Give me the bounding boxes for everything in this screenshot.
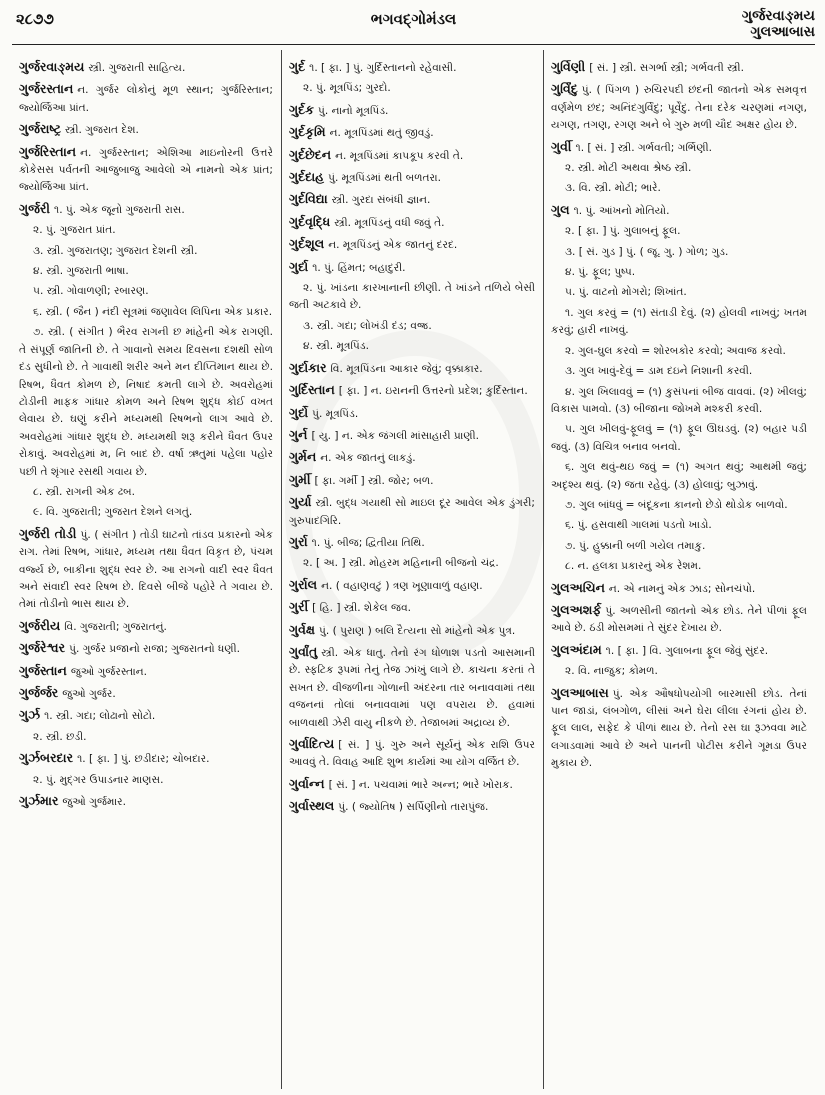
dictionary-entry bbox=[551, 363, 807, 380]
entry-definition: ૫. સ્ત્રી. ગોવાળણી; રબારણ. bbox=[33, 285, 149, 298]
page-header bbox=[12, 4, 815, 42]
dictionary-entry bbox=[551, 80, 807, 134]
entry-headword: ગુર્મન bbox=[289, 449, 317, 465]
guide-word-first: ગુર્જરવાઙ્મય bbox=[741, 8, 815, 24]
entry-headword: ગુલઅચિન bbox=[551, 579, 605, 595]
entry-headword: ગુર્વાદિત્ય bbox=[289, 736, 335, 751]
entry-headword: ગુર્વક્ષ bbox=[289, 621, 315, 637]
dictionary-entry bbox=[551, 264, 807, 281]
dictionary-entry bbox=[289, 576, 535, 595]
entry-headword: ગુર્ન bbox=[289, 426, 308, 442]
entry-headword: ગુર્ઝમાર bbox=[19, 793, 59, 809]
entry-definition: ૨. સ્ત્રી. મોટી અથવા શ્રેષ્ઠ સ્ત્રી. bbox=[565, 162, 692, 175]
dictionary-entry bbox=[551, 201, 807, 220]
entry-definition: ન. મૂત્રપિંડનું એક જાતનું દરદ. bbox=[328, 239, 458, 252]
dictionary-entry bbox=[19, 525, 273, 614]
entry-headword: ગુર્વાંતુ bbox=[289, 643, 318, 659]
entry-definition: ૧. પું. બીજ; દ્વિતીયા તિથિ. bbox=[311, 536, 425, 549]
entry-headword: ગુર્રા bbox=[289, 533, 308, 549]
entry-definition: ૧. [ ફા. ] વિ. ગુલાબના ફૂલ જેવું સુંદર. bbox=[605, 644, 769, 657]
entry-definition: ૯. વિ. ગુજરાતી; ગુજરાત દેશને લગતું. bbox=[33, 506, 193, 519]
entry-headword: ગુર્જર્જર bbox=[19, 685, 59, 700]
dictionary-entry bbox=[551, 244, 807, 261]
entry-definition: ૨. સ્ત્રી. છડી. bbox=[33, 730, 87, 743]
entry-definition: ૭. પું. હુક્કાની બળી ગયેલ તમાકુ. bbox=[565, 539, 706, 552]
entry-headword: ગુર્દા bbox=[289, 258, 309, 274]
entry-definition: [ ફા. ગર્મી ] સ્ત્રી. જોર; બળ. bbox=[314, 474, 434, 487]
dictionary-entry bbox=[289, 471, 535, 490]
entry-headword: ગુર્જરી bbox=[19, 200, 50, 216]
dictionary-entry bbox=[19, 324, 273, 481]
dictionary-entry bbox=[19, 684, 273, 703]
entry-headword: ગુર્વી bbox=[551, 138, 572, 154]
entry-definition: પું. ( જ્યોતિષ ) સર્પિણીનો તારાપુંજ. bbox=[338, 801, 489, 814]
entry-definition: સ્ત્રી. ગુરદા સંબંધી જ્ઞાન. bbox=[331, 194, 431, 207]
entry-definition: સ્ત્રી. એક ધાતુ. તેનો રંગ ધોળાશ પડતો આસમાની છે. સ્ફટિક રૂપમાં તેનું તેજ ઝાંખું લાગે છે. કાચના કરતાં તે સખત છે. વીજળીના ગોળાની અંદરના તાર બનાવવામાં તથા વજનનાં તોલાં બનાવવામાં પણ વપરાય છે. હવામાં બાળવાથી ઝેરી વાયુ નીકળે છે. તેજાબમાં અદ્રાવ્ય છે. bbox=[289, 646, 535, 729]
dictionary-entry bbox=[19, 749, 273, 768]
dictionary-entry bbox=[19, 143, 273, 197]
dictionary-entry bbox=[289, 258, 535, 277]
entry-definition: પું. નાનો મૂત્રપિંડ. bbox=[317, 104, 389, 117]
entry-headword: ગુર્દછેદન bbox=[289, 146, 332, 162]
dictionary-entry bbox=[19, 58, 273, 77]
entry-definition: ૬. પું. હસવાથી ગાલમાં પડતો ખાડો. bbox=[565, 519, 712, 532]
entry-headword: ગુર્ઝબરદાર bbox=[19, 750, 74, 766]
dictionary-entry bbox=[551, 343, 807, 360]
dictionary-entry bbox=[19, 304, 273, 321]
dictionary-entry bbox=[289, 58, 535, 77]
dictionary-entry bbox=[289, 80, 535, 97]
page-number: ૨૮૭૭ bbox=[16, 10, 54, 28]
dictionary-entry bbox=[19, 706, 273, 725]
entry-definition: પું. ( પુરાણ ) બલિ દૈત્યના સો માંહેનો એક પુત્ર. bbox=[319, 624, 516, 637]
dictionary-entry bbox=[289, 123, 535, 142]
entry-headword: ગુર્દાકાર bbox=[289, 359, 327, 375]
dictionary-entry bbox=[289, 533, 535, 552]
entry-headword: ગુર્જસ્તાન bbox=[19, 662, 67, 678]
entry-definition: ૬. ગુલ થવું-થઇ જવું = (૧) અગત થવું; આથમી જવું; અદૃશ્ય થવું. (૨) જતા રહેવું. (૩) હોલાવું; બુઝાવું. bbox=[551, 461, 807, 491]
dictionary-entry bbox=[19, 222, 273, 239]
dictionary-entry bbox=[551, 558, 807, 575]
entry-headword: ગુર્દકૃમિ bbox=[289, 124, 326, 140]
entry-headword: ગુર્દો bbox=[289, 404, 309, 420]
entry-headword: ગુર્જરસ્તાન bbox=[19, 81, 74, 97]
dictionary-entry bbox=[19, 729, 273, 746]
entry-definition: ૪. સ્ત્રી. ગુજરાતી ભાષા. bbox=[33, 265, 129, 278]
entry-definition: ૧. ગુલ કરવું = (૧) સંતાડી દેવું. (૨) હોલવી નાખવું; ખતમ કરવું; હારી નાખવું. bbox=[551, 306, 807, 337]
entry-definition: જુઓ ગુર્જરસ્તાન. bbox=[70, 665, 148, 678]
header-rule bbox=[12, 44, 815, 45]
entry-definition: ૩. સ્ત્રી. ગદા; લોખંડી દંડ; વજ્ર. bbox=[303, 319, 432, 332]
dictionary-entry bbox=[19, 200, 273, 219]
entry-definition: [ ફા. ] ન. ઇરાનની ઉત્તરનો પ્રદેશ; કુર્દિસ્તાન. bbox=[338, 385, 528, 398]
entry-headword: ગુર્દવિદ્યા bbox=[289, 191, 328, 207]
dictionary-entry bbox=[19, 772, 273, 789]
entry-definition: ૧. પું. એક જૂનો ગુજરાતી રાસ. bbox=[54, 203, 185, 216]
entry-definition: જુઓ ગુર્જમાર. bbox=[62, 796, 126, 809]
entry-headword: ગુર્જરેશ્વર bbox=[19, 640, 66, 656]
entry-headword: ગુર્રી bbox=[289, 599, 309, 615]
entry-definition: [ સં. ] પું. ગુરુ અને સૂર્યનું એક રાશિ ઉપર આવવું તે. વિવાહ આદિ શુભ કાર્યમાં આ યોગ વર્જિત છે. bbox=[289, 739, 535, 769]
entry-definition: વિ. મૂત્રપિંડના આકાર જેવું; વૃક્કાકાર. bbox=[330, 362, 483, 375]
dictionary-entry bbox=[289, 493, 535, 530]
entry-headword: ગુલઅંદામ bbox=[551, 641, 602, 657]
dictionary-entry bbox=[19, 639, 273, 658]
entry-definition: પું. એક ઔષધોપયોગી બારમાસી છોડ. તેનાં પાન જાડાં, લંબગોળ, લીસાં અને ઘેરા લીલા રંગનાં હોય છે. ફૂલ લાલ, સફેદ કે પીળાં થાય છે. તેનો રસ ઘા રૂઝવવા માટે લગાડવામાં આવે છે અને પાનની પોટીસ કરીને ગૂમડા ઉપર મુકાય છે. bbox=[551, 687, 807, 770]
dictionary-columns bbox=[12, 50, 815, 1089]
dictionary-entry bbox=[289, 280, 535, 315]
dictionary-entry bbox=[19, 617, 273, 636]
entry-headword: ગુલ bbox=[551, 201, 570, 217]
entry-headword: ગુર્દક bbox=[289, 101, 314, 117]
entry-definition: ૧. [ ફા. ] પું. છડીદાર; ચોબદાર. bbox=[77, 753, 210, 766]
dictionary-entry bbox=[19, 484, 273, 501]
entry-headword: ગુર્વાસ્થલ bbox=[289, 798, 335, 814]
column-1 bbox=[12, 50, 282, 1089]
dictionary-entry bbox=[289, 448, 535, 467]
dictionary-entry bbox=[19, 120, 273, 139]
dictionary-entry bbox=[551, 497, 807, 514]
entry-definition: ૨. ગુલ-ઘુલ કરવો = શોરબકોર કરવો; અવાજ કરવો. bbox=[565, 344, 786, 357]
entry-definition: પું. અળસીની જાતનો એક છોડ. તેને પીળાં ફૂલ આવે છે. ઠંડી મોસમમાં તે સુંદર દેખાય છે. bbox=[551, 604, 807, 635]
dictionary-entry bbox=[551, 58, 807, 77]
entry-definition: [ યુ. ] ન. એક જંગલી માંસાહારી પ્રાણી. bbox=[311, 429, 480, 442]
dictionary-entry bbox=[551, 138, 807, 157]
dictionary-entry bbox=[19, 243, 273, 260]
dictionary-entry bbox=[551, 684, 807, 773]
entry-definition: ૧. સ્ત્રી. ગદા; લોઢાનો સોટો. bbox=[44, 710, 156, 723]
entry-definition: ન. એ નામનું એક ઝાડ; સોનચંપો. bbox=[608, 582, 756, 595]
dictionary-entry bbox=[289, 190, 535, 209]
dictionary-entry bbox=[19, 662, 273, 681]
dictionary-entry bbox=[289, 404, 535, 423]
dictionary-entry bbox=[289, 235, 535, 254]
entry-definition: ૩. વિ. સ્ત્રી. મોટી; ભારે. bbox=[565, 182, 661, 195]
dictionary-entry bbox=[551, 305, 807, 340]
entry-headword: ગુર્દવૃદ્ધિ bbox=[289, 213, 331, 229]
entry-headword: ગુર્ઝ bbox=[19, 707, 41, 723]
dictionary-entry bbox=[289, 621, 535, 640]
entry-definition: ૬. સ્ત્રી. ( જૈન ) નંદી સૂત્રમાં જણાવેલ લિપિના એક પ્રકાર. bbox=[33, 305, 273, 318]
entry-definition: ૪. સ્ત્રી. મૂત્રપિંડ. bbox=[303, 340, 369, 353]
entry-definition: ૩. ગુલ ખાવું-દેવું = ડામ દઇને નિશાની કરવી. bbox=[565, 365, 753, 378]
entry-definition: [ સં. ] સ્ત્રી. સગર્ભા સ્ત્રી; ગર્ભવતી સ્ત્રી. bbox=[589, 62, 744, 74]
entry-definition: પું. ( સંગીત ) તોડી ઘાટનો તાંડવ પ્રકારનો એક રાગ. તેમાં રિષભ, ગાંધાર, મધ્યમ તથા ધૈવત વિકૃત છે, પંચમ વર્જ્ય છે, બાકીના શુદ્ધ સ્વર છે. આ રાગનો વાદી સ્વર ધૈવત અને સંવાદી સ્વર રિષભ છે. દિવસે બીજે પહોરે તે ગવાય છે. તેમાં તોડીનો ભાસ થાય છે. bbox=[19, 528, 273, 611]
dictionary-entry bbox=[289, 101, 535, 120]
entry-definition: ૩. [ સં. ગુડ ] પું. ( જૂ. ગુ. ) ગોળ; ગુડ. bbox=[565, 245, 729, 258]
dictionary-entry bbox=[551, 459, 807, 494]
dictionary-entry bbox=[289, 381, 535, 400]
dictionary-entry bbox=[289, 555, 535, 572]
entry-definition: પું. મૂત્રપિંડમાં થતી બળતરા. bbox=[328, 172, 441, 185]
dictionary-entry bbox=[289, 168, 535, 187]
dictionary-entry bbox=[551, 180, 807, 197]
entry-definition: ૨. વિ. નાજુક; કોમળ. bbox=[565, 665, 658, 678]
entry-headword: ગુર્વિંદુ bbox=[551, 81, 578, 97]
entry-definition: વિ. ગુજરાતી; ગુજરાતનું. bbox=[64, 620, 167, 633]
dictionary-entry bbox=[289, 318, 535, 335]
entry-headword: ગુર્જરી તોડી bbox=[19, 525, 77, 541]
entry-definition: ૭. સ્ત્રી. ( સંગીત ) ભૈરવ રાગની છ માંહેની એક રાગણી. તે સંપૂર્ણ જાતિની છે. તે ગાવાનો સમય દિવસના દશથી સોળ દંડ સુધીનો છે. તે ગાવાથી શરીર અને મન દીપ્તિમાન થાય છે. રિષભ, ધૈવત કોમળ છે, નિષાદ કમતી લાગે છે. અવરોહમાં ટોડીની માફક ગાંધાર કોમળ અને રિષભ શુદ્ધ કોઈ વખત લેવાય છે. ઘણું કરીને મધ્યમથી રિષભનો લાગ આવે છે. અવરોહમાં ગાંધાર શુદ્ધ છે. મધ્યમથી શરૂ કરીને ધૈવત ઉપર રોકાવું. અવરોહમાં મ, નિ બાદ છે. વર્ષા ઋતુમાં પહેલા પહોર પછી તે શૃંગાર રસથી ગવાય છે. bbox=[19, 326, 273, 478]
dictionary-entry bbox=[19, 263, 273, 280]
dictionary-entry bbox=[551, 579, 807, 598]
dictionary-entry bbox=[551, 284, 807, 301]
dictionary-entry bbox=[551, 663, 807, 680]
entry-definition: ૨. પું. ખાંડના કારખાનાની છીણી. તે ખાંડને તળિયે બેસી જતી અટકાવે છે. bbox=[289, 282, 535, 312]
entry-headword: ગુર્દદાહ bbox=[289, 169, 325, 185]
entry-definition: ન. ગુર્જરસ્તાન; એશિઆ માઇનોરની ઉત્તરે કોકેસસ પર્વતની આજુબાજુ આવેલો એ નામનો એક પ્રાંત; જ્યોર્જિઆ પ્રાંત. bbox=[19, 146, 273, 194]
dictionary-entry bbox=[19, 283, 273, 300]
entry-definition: પું. મૂત્રપિંડ. bbox=[312, 407, 359, 420]
entry-definition: પું. ( પિંગળ ) રુચિરપદી છંદની જાતનો એક સમવૃત્ત વર્ણમેળ છંદ; અનિંદગુર્વિંદુ; પૂર્વેંદુ. તેના દરેક ચરણમાં નગણ, યગણ, તગણ, રગણ અને બે ગુરુ મળી ચૌદ અક્ષર હોય છે. bbox=[551, 84, 807, 132]
dictionary-entry bbox=[289, 598, 535, 617]
dictionary-entry bbox=[551, 517, 807, 534]
dictionary-entry bbox=[551, 641, 807, 660]
entry-headword: ગુર્જરીય bbox=[19, 617, 61, 633]
dictionary-entry bbox=[289, 775, 535, 794]
entry-definition: [ હિ. ] સ્ત્રી. શેકેલ જવ. bbox=[312, 602, 412, 615]
entry-definition: ન. ( વહાણવટું ) ત્રણ ખૂણાવાળું વહાણ. bbox=[321, 579, 483, 592]
dictionary-entry bbox=[289, 213, 535, 232]
guide-word-last: ગુલઆબાસ bbox=[750, 24, 815, 40]
dictionary-entry bbox=[289, 146, 535, 165]
entry-headword: ગુર્મી bbox=[289, 471, 311, 487]
dictionary-entry bbox=[551, 384, 807, 419]
entry-definition: ૩. સ્ત્રી. ગુજરાતણ; ગુજરાત દેશની સ્ત્રી. bbox=[33, 244, 198, 257]
entry-definition: ન. મૂત્રપિંડમાં કાપકૂપ કરવી તે. bbox=[335, 149, 464, 162]
entry-definition: ૪. પું. ફૂલ; પુષ્પ. bbox=[565, 266, 636, 279]
entry-definition: ૮. સ્ત્રી. રાગની એક ઢબ. bbox=[33, 485, 136, 498]
entry-headword: ગુલઆબાસ bbox=[551, 684, 609, 700]
dictionary-entry bbox=[289, 359, 535, 378]
entry-headword: ગુર્રાલ bbox=[289, 576, 318, 592]
entry-definition: ૧. પું. આંખનો મોતિયો. bbox=[573, 204, 670, 217]
entry-definition: ૫. ગુલ ખીલવું-ફૂલવું = (૧) ફૂલ ઊઘડવું. (૨) બહાર પડી જવું. (૩) વિચિત્ર બનાવ બનવો. bbox=[551, 423, 807, 453]
dictionary-entry bbox=[551, 421, 807, 456]
entry-headword: ગુર્દ bbox=[289, 59, 306, 74]
dictionary-entry bbox=[19, 504, 273, 521]
entry-headword: ગુર્જરિસ્તાન bbox=[19, 143, 77, 159]
entry-definition: ૫. પું. વાટનો મોગરો; શિખાંત. bbox=[565, 286, 687, 299]
entry-headword: ગુલઅશર્ફ bbox=[551, 601, 602, 617]
entry-definition: ૭. ગુલ બાંધવું = બંદૂકના કાનનો છેડો થોડોક બાળવો. bbox=[565, 498, 788, 511]
dictionary-entry bbox=[289, 338, 535, 355]
entry-headword: ગુર્જરાષ્ટ્ર bbox=[19, 121, 62, 137]
dictionary-entry bbox=[551, 538, 807, 555]
entry-definition: સ્ત્રી. ગુજરાતી સાહિત્ય. bbox=[88, 62, 186, 74]
entry-definition: ન. ગુર્જર લોકોનું મૂળ સ્થાન; ગુર્જરિસ્તાન; જ્યોર્જિઆ પ્રાંત. bbox=[19, 84, 273, 114]
entry-definition: ૨. પું. મૂત્રપિંડ; ગુરદો. bbox=[303, 82, 391, 95]
column-2 bbox=[282, 50, 544, 1089]
dictionary-entry bbox=[551, 160, 807, 177]
entry-definition: સ્ત્રી. ગુજરાત દેશ. bbox=[65, 124, 139, 137]
dictionary-entry bbox=[551, 223, 807, 240]
entry-definition: ૨. પું. ગુજરાત પ્રાંત. bbox=[33, 224, 116, 237]
dictionary-entry bbox=[551, 601, 807, 638]
entry-definition: ૨. [ ફા. ] પું. ગુલાબનું ફૂલ. bbox=[565, 225, 681, 238]
entry-definition: જુઓ ગુર્જર. bbox=[62, 688, 116, 700]
dictionary-entry bbox=[289, 426, 535, 445]
entry-definition: ૨. પું. મુદ્ગર ઉપાડનાર માણસ. bbox=[33, 773, 164, 786]
dictionary-entry bbox=[289, 643, 535, 732]
entry-definition: પું. ગુર્જર પ્રજાનો રાજા; ગુજરાતનો ધણી. bbox=[69, 643, 241, 656]
entry-definition: ૧. [ સં. ] સ્ત્રી. ગર્ભવતી; ગર્ભિણી. bbox=[575, 141, 712, 154]
entry-definition: ૧. [ ફા. ] પું. ગુર્દિસ્તાનનો રહેવાસી. bbox=[309, 62, 457, 74]
dictionary-entry bbox=[289, 797, 535, 816]
entry-definition: ૪. ગુલ ખિલાવવું = (૧) કુસંપનાં બીજ વાવવાં. (૨) ખીલવું; વિકાસ પામવો. (૩) બીજાના જોખમે મશ્કરી કરવી. bbox=[551, 385, 807, 415]
entry-definition: ૧. પું. હિંમત; બહાદુરી. bbox=[312, 261, 406, 274]
entry-definition: ન. એક જાતનું લાકડું. bbox=[320, 452, 416, 465]
book-title: ભગવદ્ગોમંડલ bbox=[370, 10, 457, 28]
entry-headword: ગુર્વિણી bbox=[551, 59, 586, 74]
entry-definition: ૨. [ અ. ] સ્ત્રી. મોહરમ મહિનાની બીજનો ચંદ્ર. bbox=[303, 557, 499, 570]
entry-headword: ગુર્દશૂલ bbox=[289, 236, 325, 252]
column-3 bbox=[544, 50, 815, 1089]
entry-definition: ૮. ન. હલકા પ્રકારનું એક રેશમ. bbox=[565, 560, 702, 573]
dictionary-entry bbox=[19, 80, 273, 117]
entry-definition: સ્ત્રી. બુદ્ધ ગયાથી સો માઇલ દૂર આવેલ એક ડુંગરી; ગુરુપાદગિરિ. bbox=[289, 497, 535, 527]
dictionary-entry bbox=[19, 792, 273, 811]
entry-headword: ગુર્વાન્ન bbox=[289, 775, 325, 791]
entry-definition: સ્ત્રી. મૂત્રપિંડનું વધી જવું તે. bbox=[334, 216, 445, 229]
guide-words bbox=[742, 8, 815, 40]
entry-headword: ગુર્યા bbox=[289, 494, 312, 510]
dictionary-entry bbox=[289, 735, 535, 772]
entry-definition: [ સં. ] ન. પચવામાં ભારે અન્ન; ભારે ખોરાક. bbox=[328, 778, 513, 791]
entry-headword: ગુર્જરવાઙ્મય bbox=[19, 59, 85, 74]
entry-definition: ન. મૂત્રપિંડમાં થતું જીવડું. bbox=[329, 127, 434, 140]
entry-headword: ગુર્દિસ્તાન bbox=[289, 382, 335, 398]
